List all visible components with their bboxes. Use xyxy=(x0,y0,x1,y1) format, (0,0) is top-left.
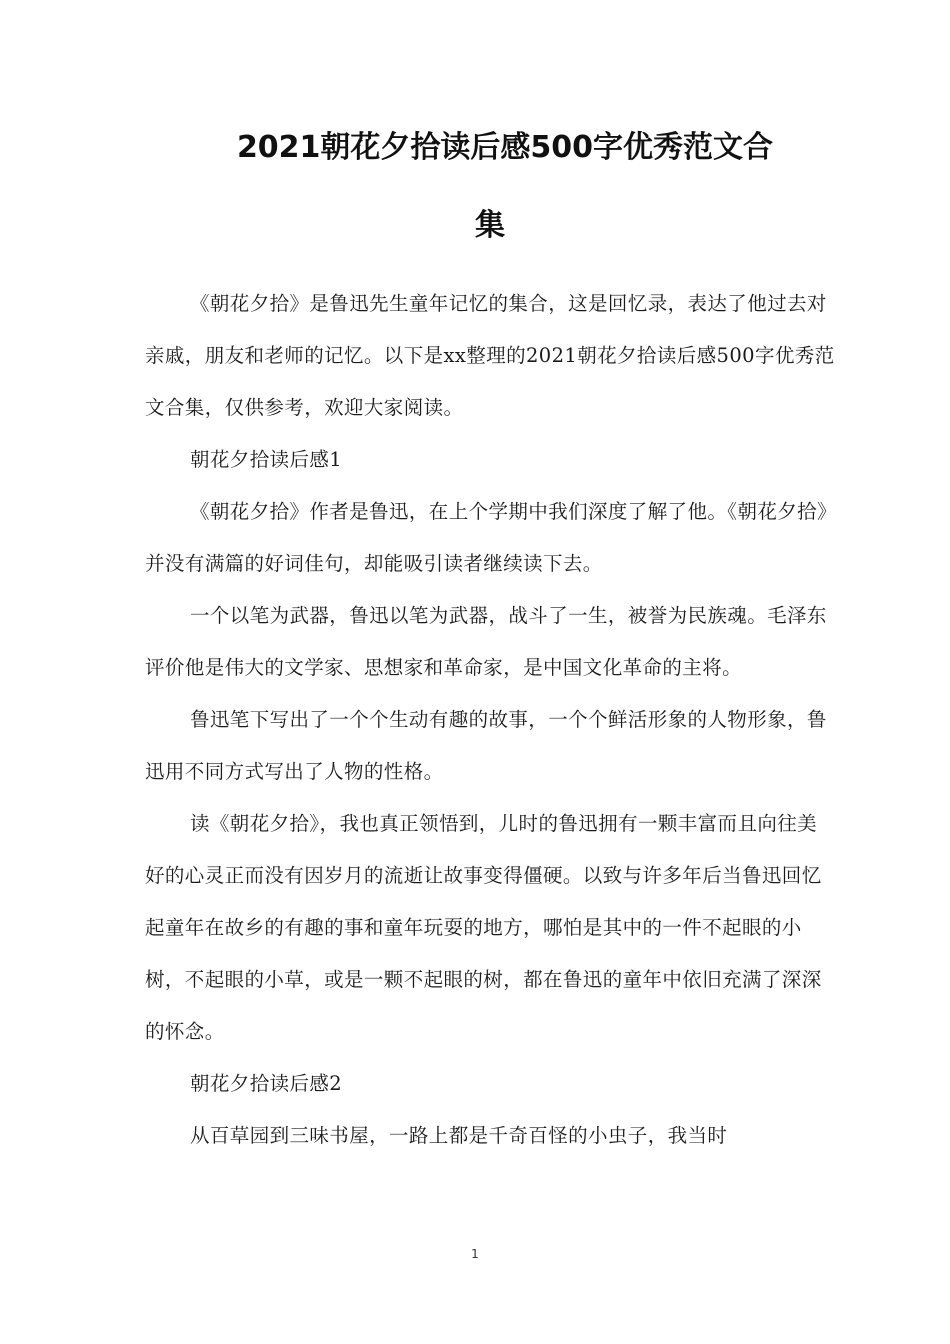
document-body xyxy=(145,278,835,1162)
intro-paragraph: 《朝花夕拾》是鲁迅先生童年记忆的集合，这是回忆录，表达了他过去对亲戚，朋友和老师的记忆。以下是xx整理的2021朝花夕拾读后感500字优秀范文合集，仅供参考，欢迎大家阅读。 xyxy=(145,292,835,419)
document-title-line-1: 2021朝花夕拾读后感500字优秀范文合 xyxy=(236,130,774,165)
section-heading-2: 朝花夕拾读后感2 xyxy=(190,1072,343,1095)
body-paragraph: 读《朝花夕拾》，我也真正领悟到，儿时的鲁迅拥有一颗丰富而且向往美好的心灵正而没有因岁月的流逝让故事变得僵硬。以致与许多年后当鲁迅回忆起童年在故乡的有趣的事和童年玩耍的地方，哪怕是其中的一件不起眼的小树，不起眼的小草，或是一颗不起眼的树，都在鲁迅的童年中依旧充满了深深的怀念。 xyxy=(145,812,822,1043)
body-paragraph: 一个以笔为武器，鲁迅以笔为武器，战斗了一生，被誉为民族魂。毛泽东评价他是伟大的文学家、思想家和革命家，是中国文化革命的主将。 xyxy=(145,604,827,679)
section-heading-1: 朝花夕拾读后感1 xyxy=(190,448,343,471)
body-paragraph: 从百草园到三味书屋，一路上都是千奇百怪的小虫子，我当时 xyxy=(190,1124,728,1147)
page-number: 1 xyxy=(471,1247,479,1261)
body-paragraph: 《朝花夕拾》作者是鲁迅，在上个学期中我们深度了解了他。《朝花夕拾》并没有满篇的好词佳句，却能吸引读者继续读下去。 xyxy=(145,500,828,575)
document-title-line-2: 集 xyxy=(475,208,505,243)
body-paragraph: 鲁迅笔下写出了一个个生动有趣的故事，一个个鲜活形象的人物形象，鲁迅用不同方式写出了人物的性格。 xyxy=(145,708,827,783)
